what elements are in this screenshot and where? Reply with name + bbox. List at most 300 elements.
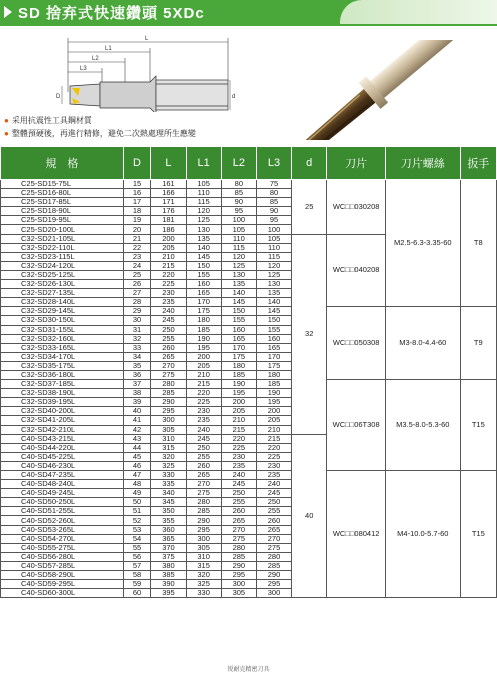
header-gradient <box>340 0 497 24</box>
table-row <box>1 307 497 316</box>
cell-model: C40-SD57-285L <box>1 561 124 570</box>
cell-model: C40-SD44-220L <box>1 443 124 452</box>
cell-value: 255 <box>256 507 291 516</box>
cell-value: 250 <box>151 325 186 334</box>
cell-model: C25-SD18-90L <box>1 207 124 216</box>
cell-value: 170 <box>256 352 291 361</box>
page-title: SD 捨弃式快速鑽頭 5XDc <box>18 5 205 22</box>
cell-model: C40-SD50-250L <box>1 498 124 507</box>
cell-value: 150 <box>186 261 221 270</box>
table-header-row <box>1 147 497 180</box>
cell-value: 190 <box>186 334 221 343</box>
col-header-l1: L1 <box>186 147 221 180</box>
cell-value: 51 <box>123 507 151 516</box>
cell-value: 130 <box>256 280 291 289</box>
note-text: 采用抗震性工具鋼材質 <box>11 116 92 125</box>
cell-value: 230 <box>151 289 186 298</box>
cell-value: 255 <box>221 498 256 507</box>
cell-value: 355 <box>151 516 186 525</box>
cell-value: 195 <box>256 398 291 407</box>
cell-value: 310 <box>186 552 221 561</box>
cell-model: C40-SD54-270L <box>1 534 124 543</box>
cell-value: 85 <box>221 189 256 198</box>
cell-model: C32-SD26-130L <box>1 280 124 289</box>
cell-model: C32-SD33-165L <box>1 343 124 352</box>
cell-value: 385 <box>151 571 186 580</box>
cell-model: C32-SD21-105L <box>1 234 124 243</box>
cell-value: 220 <box>186 389 221 398</box>
cell-value: 210 <box>256 425 291 434</box>
cell-value: 225 <box>221 443 256 452</box>
cell-value: 57 <box>123 561 151 570</box>
cell-value: 135 <box>256 289 291 298</box>
cell-value: 320 <box>151 452 186 461</box>
cell-value: 245 <box>256 489 291 498</box>
cell-value: 235 <box>221 461 256 470</box>
cell-value: 115 <box>221 243 256 252</box>
cell-value: 80 <box>256 189 291 198</box>
cell-value: 185 <box>186 325 221 334</box>
cell-value: 240 <box>221 471 256 480</box>
cell-value: 210 <box>186 370 221 379</box>
cell-value: 36 <box>123 370 151 379</box>
cell-value: 180 <box>256 370 291 379</box>
cell-value: 33 <box>123 343 151 352</box>
cell-value: 270 <box>221 525 256 534</box>
cell-value: 295 <box>151 407 186 416</box>
cell-model: C40-SD52-260L <box>1 516 124 525</box>
cell-value: 275 <box>256 543 291 552</box>
cell-value: 200 <box>186 352 221 361</box>
cell-value: 42 <box>123 425 151 434</box>
cell-value: 285 <box>151 389 186 398</box>
cell-value: 145 <box>186 252 221 261</box>
cell-value: 300 <box>151 416 186 425</box>
cell-value: 280 <box>221 543 256 552</box>
cell-value: 49 <box>123 489 151 498</box>
cell-value: 110 <box>221 234 256 243</box>
cell-value: 325 <box>186 580 221 589</box>
cell-value: 340 <box>151 489 186 498</box>
cell-value: 15 <box>123 180 151 189</box>
cell-value: 280 <box>256 552 291 561</box>
cell-value: 235 <box>151 298 186 307</box>
cell-value: 345 <box>151 498 186 507</box>
cell-value: 350 <box>151 507 186 516</box>
cell-wrench: T15 <box>460 471 496 598</box>
cell-value: 175 <box>256 361 291 370</box>
cell-value: 210 <box>151 252 186 261</box>
cell-value: 54 <box>123 534 151 543</box>
cell-value: 245 <box>151 316 186 325</box>
cell-value: 240 <box>151 307 186 316</box>
cell-value: 275 <box>186 489 221 498</box>
cell-value: 48 <box>123 480 151 489</box>
cell-value: 225 <box>256 452 291 461</box>
cell-value: 310 <box>151 434 186 443</box>
cell-value: 45 <box>123 452 151 461</box>
cell-value: 105 <box>221 225 256 234</box>
cell-value: 185 <box>256 380 291 389</box>
cell-value: 171 <box>151 198 186 207</box>
table-body <box>1 180 497 598</box>
cell-value: 18 <box>123 207 151 216</box>
cell-model: C40-SD49-245L <box>1 489 124 498</box>
note-text: 整體預硬後，再進行精修，避免二次熱處理所生應變 <box>11 129 196 138</box>
cell-model: C32-SD27-135L <box>1 289 124 298</box>
cell-value: 25 <box>123 270 151 279</box>
cell-value: 55 <box>123 543 151 552</box>
cell-model: C25-SD16-80L <box>1 189 124 198</box>
cell-value: 235 <box>186 416 221 425</box>
cell-value: 210 <box>221 416 256 425</box>
cell-model: C25-SD19-95L <box>1 216 124 225</box>
cell-value: 125 <box>221 261 256 270</box>
cell-value: 37 <box>123 380 151 389</box>
cell-model: C32-SD23-115L <box>1 252 124 261</box>
cell-shank-diameter: 40 <box>292 434 327 598</box>
table-row <box>1 471 497 480</box>
col-header-l2: L2 <box>221 147 256 180</box>
cell-value: 300 <box>256 589 291 598</box>
cell-value: 395 <box>151 589 186 598</box>
cell-value: 175 <box>221 352 256 361</box>
cell-value: 90 <box>221 198 256 207</box>
cell-value: 58 <box>123 571 151 580</box>
cell-value: 200 <box>256 407 291 416</box>
cell-value: 30 <box>123 316 151 325</box>
cell-model: C40-SD46-230L <box>1 461 124 470</box>
cell-value: 24 <box>123 261 151 270</box>
footer-text: 锐耐克精密刀具 <box>227 667 270 673</box>
cell-value: 165 <box>221 334 256 343</box>
cell-value: 230 <box>186 407 221 416</box>
cell-wrench: T9 <box>460 307 496 380</box>
cell-model: C40-SD45-225L <box>1 452 124 461</box>
cell-value: 85 <box>256 198 291 207</box>
cell-value: 300 <box>221 580 256 589</box>
cell-value: 250 <box>256 498 291 507</box>
cell-value: 170 <box>186 298 221 307</box>
cell-value: 290 <box>151 398 186 407</box>
cell-value: 130 <box>186 225 221 234</box>
cell-value: 43 <box>123 434 151 443</box>
cell-value: 280 <box>186 498 221 507</box>
cell-value: 110 <box>186 189 221 198</box>
cell-value: 155 <box>256 325 291 334</box>
bullet-icon: ● <box>4 116 9 125</box>
cell-value: 325 <box>151 461 186 470</box>
cell-value: 40 <box>123 407 151 416</box>
cell-value: 255 <box>186 452 221 461</box>
cell-model: C32-SD37-185L <box>1 380 124 389</box>
cell-value: 195 <box>221 389 256 398</box>
col-header-wrench: 扳手 <box>460 147 496 180</box>
cell-value: 260 <box>151 343 186 352</box>
cell-value: 375 <box>151 552 186 561</box>
note-item <box>4 127 196 140</box>
cell-model: C25-SD17-85L <box>1 198 124 207</box>
cell-value: 255 <box>151 334 186 343</box>
cell-value: 330 <box>186 589 221 598</box>
cell-model: C40-SD58-290L <box>1 571 124 580</box>
cell-model: C32-SD24-120L <box>1 261 124 270</box>
cell-value: 335 <box>151 480 186 489</box>
cell-value: 260 <box>221 507 256 516</box>
cell-model: C25-SD20-100L <box>1 225 124 234</box>
cell-value: 16 <box>123 189 151 198</box>
arrow-icon <box>4 6 12 18</box>
cell-model: C32-SD42-210L <box>1 425 124 434</box>
cell-value: 220 <box>221 434 256 443</box>
cell-model: C32-SD40-200L <box>1 407 124 416</box>
cell-model: C40-SD53-265L <box>1 525 124 534</box>
cell-model: C32-SD36-180L <box>1 370 124 379</box>
cell-value: 17 <box>123 198 151 207</box>
cell-value: 265 <box>221 516 256 525</box>
cell-value: 130 <box>221 270 256 279</box>
cell-model: C32-SD30-150L <box>1 316 124 325</box>
table-row <box>1 180 497 189</box>
cell-value: 245 <box>221 480 256 489</box>
cell-model: C32-SD29-145L <box>1 307 124 316</box>
cell-model: C40-SD60-300L <box>1 589 124 598</box>
cell-value: 145 <box>256 307 291 316</box>
cell-value: 176 <box>151 207 186 216</box>
cell-value: 160 <box>186 280 221 289</box>
cell-value: 300 <box>186 534 221 543</box>
cell-value: 280 <box>151 380 186 389</box>
dim-label-l2: L2 <box>92 56 99 62</box>
cell-value: 320 <box>186 571 221 580</box>
page-header <box>0 0 497 26</box>
cell-value: 47 <box>123 471 151 480</box>
cell-value: 180 <box>186 316 221 325</box>
cell-model: C32-SD31-155L <box>1 325 124 334</box>
cell-value: 305 <box>186 543 221 552</box>
cell-value: 135 <box>186 234 221 243</box>
cell-value: 185 <box>221 370 256 379</box>
cell-value: 205 <box>151 243 186 252</box>
dim-label-l: L <box>145 36 149 42</box>
cell-value: 180 <box>221 361 256 370</box>
cell-value: 165 <box>186 289 221 298</box>
cell-value: 215 <box>256 434 291 443</box>
cell-value: 190 <box>256 389 291 398</box>
cell-screw: M2.5-6.3-3.35-60 <box>385 180 460 307</box>
cell-value: 235 <box>256 471 291 480</box>
cell-value: 290 <box>186 516 221 525</box>
cell-value: 35 <box>123 361 151 370</box>
cell-screw: M3-8.0-4.4-60 <box>385 307 460 380</box>
cell-value: 265 <box>151 352 186 361</box>
tool-drawing <box>0 32 240 112</box>
cell-value: 23 <box>123 252 151 261</box>
cell-model: C32-SD25-125L <box>1 270 124 279</box>
cell-value: 26 <box>123 280 151 289</box>
cell-value: 270 <box>186 480 221 489</box>
cell-value: 265 <box>256 525 291 534</box>
cell-value: 120 <box>256 261 291 270</box>
cell-value: 275 <box>151 370 186 379</box>
cell-value: 105 <box>256 234 291 243</box>
cell-value: 200 <box>151 234 186 243</box>
spec-table <box>0 146 497 598</box>
cell-value: 175 <box>186 307 221 316</box>
cell-value: 46 <box>123 461 151 470</box>
cell-model: C40-SD51-255L <box>1 507 124 516</box>
col-header-shank-d: d <box>292 147 327 180</box>
cell-model: C32-SD22-110L <box>1 243 124 252</box>
cell-value: 32 <box>123 334 151 343</box>
cell-value: 44 <box>123 443 151 452</box>
cell-value: 225 <box>186 398 221 407</box>
cell-value: 295 <box>221 571 256 580</box>
cell-insert: WC□□050308 <box>327 307 386 380</box>
header-rule <box>0 24 497 26</box>
dim-label-d-upper: D <box>56 94 61 100</box>
cell-value: 290 <box>221 561 256 570</box>
cell-value: 220 <box>151 270 186 279</box>
cell-value: 155 <box>221 316 256 325</box>
cell-value: 125 <box>186 216 221 225</box>
cell-value: 305 <box>221 589 256 598</box>
cell-value: 270 <box>151 361 186 370</box>
cell-value: 155 <box>186 270 221 279</box>
cell-value: 41 <box>123 416 151 425</box>
cell-value: 205 <box>221 407 256 416</box>
cell-value: 260 <box>256 516 291 525</box>
cell-value: 52 <box>123 516 151 525</box>
cell-value: 161 <box>151 180 186 189</box>
cell-value: 181 <box>151 216 186 225</box>
dim-label-l1: L1 <box>105 46 112 52</box>
cell-value: 370 <box>151 543 186 552</box>
cell-value: 31 <box>123 325 151 334</box>
cell-wrench: T8 <box>460 180 496 307</box>
col-header-model: 規 格 <box>1 147 124 180</box>
cell-value: 90 <box>256 207 291 216</box>
cell-value: 140 <box>221 289 256 298</box>
feature-notes <box>4 114 196 140</box>
cell-value: 245 <box>186 434 221 443</box>
cell-value: 195 <box>186 343 221 352</box>
cell-model: C40-SD55-275L <box>1 543 124 552</box>
cell-model: C40-SD43-215L <box>1 434 124 443</box>
cell-shank-diameter: 32 <box>292 234 327 434</box>
cell-value: 95 <box>256 216 291 225</box>
cell-value: 390 <box>151 580 186 589</box>
cell-model: C32-SD28-140L <box>1 298 124 307</box>
cell-value: 75 <box>256 180 291 189</box>
col-header-l: L <box>151 147 186 180</box>
cell-value: 145 <box>221 298 256 307</box>
cell-value: 53 <box>123 525 151 534</box>
col-header-l3: L3 <box>256 147 291 180</box>
cell-value: 95 <box>221 207 256 216</box>
cell-value: 250 <box>221 489 256 498</box>
cell-value: 250 <box>186 443 221 452</box>
cell-value: 166 <box>151 189 186 198</box>
dim-label-l3: L3 <box>80 66 87 72</box>
cell-screw: M3.5-8.0-5.3-60 <box>385 380 460 471</box>
cell-model: C32-SD38-190L <box>1 389 124 398</box>
cell-value: 270 <box>256 534 291 543</box>
cell-value: 125 <box>256 270 291 279</box>
cell-value: 140 <box>186 243 221 252</box>
cell-model: C40-SD59-295L <box>1 580 124 589</box>
cell-screw: M4-10.0-5.7-60 <box>385 471 460 598</box>
cell-model: C25-SD15-75L <box>1 180 124 189</box>
cell-model: C40-SD47-235L <box>1 471 124 480</box>
cell-value: 56 <box>123 552 151 561</box>
cell-value: 365 <box>151 534 186 543</box>
cell-insert: WC□□040208 <box>327 234 386 307</box>
cell-value: 100 <box>256 225 291 234</box>
cell-value: 260 <box>186 461 221 470</box>
cell-value: 100 <box>221 216 256 225</box>
cell-value: 290 <box>256 571 291 580</box>
cell-value: 20 <box>123 225 151 234</box>
cell-value: 110 <box>256 243 291 252</box>
cell-value: 150 <box>221 307 256 316</box>
cell-value: 160 <box>256 334 291 343</box>
cell-insert: WC□□06T308 <box>327 380 386 471</box>
cell-value: 39 <box>123 398 151 407</box>
cell-model: C32-SD32-160L <box>1 334 124 343</box>
dim-label-d-lower: d <box>232 94 236 100</box>
cell-value: 170 <box>221 343 256 352</box>
table-row <box>1 380 497 389</box>
cell-value: 220 <box>256 443 291 452</box>
cell-value: 115 <box>186 198 221 207</box>
cell-value: 295 <box>186 525 221 534</box>
cell-value: 34 <box>123 352 151 361</box>
cell-model: C32-SD35-175L <box>1 361 124 370</box>
cell-value: 50 <box>123 498 151 507</box>
cell-value: 59 <box>123 580 151 589</box>
cell-value: 140 <box>256 298 291 307</box>
cell-value: 200 <box>221 398 256 407</box>
cell-value: 28 <box>123 298 151 307</box>
cell-value: 160 <box>221 325 256 334</box>
cell-value: 29 <box>123 307 151 316</box>
cell-insert: WC□□030208 <box>327 180 386 235</box>
cell-value: 285 <box>186 507 221 516</box>
cell-value: 22 <box>123 243 151 252</box>
cell-value: 19 <box>123 216 151 225</box>
note-item <box>4 114 196 127</box>
cell-shank-diameter: 25 <box>292 180 327 235</box>
cell-value: 215 <box>221 425 256 434</box>
cell-value: 186 <box>151 225 186 234</box>
tool-photo <box>255 40 490 140</box>
cell-value: 80 <box>221 180 256 189</box>
cell-value: 285 <box>256 561 291 570</box>
cell-model: C40-SD48-240L <box>1 480 124 489</box>
cell-value: 120 <box>221 252 256 261</box>
cell-value: 380 <box>151 561 186 570</box>
cell-value: 120 <box>186 207 221 216</box>
cell-value: 265 <box>186 471 221 480</box>
cell-value: 27 <box>123 289 151 298</box>
cell-value: 315 <box>151 443 186 452</box>
cell-value: 205 <box>256 416 291 425</box>
cell-value: 150 <box>256 316 291 325</box>
cell-value: 305 <box>151 425 186 434</box>
cell-insert: WC□□080412 <box>327 471 386 598</box>
cell-value: 240 <box>186 425 221 434</box>
